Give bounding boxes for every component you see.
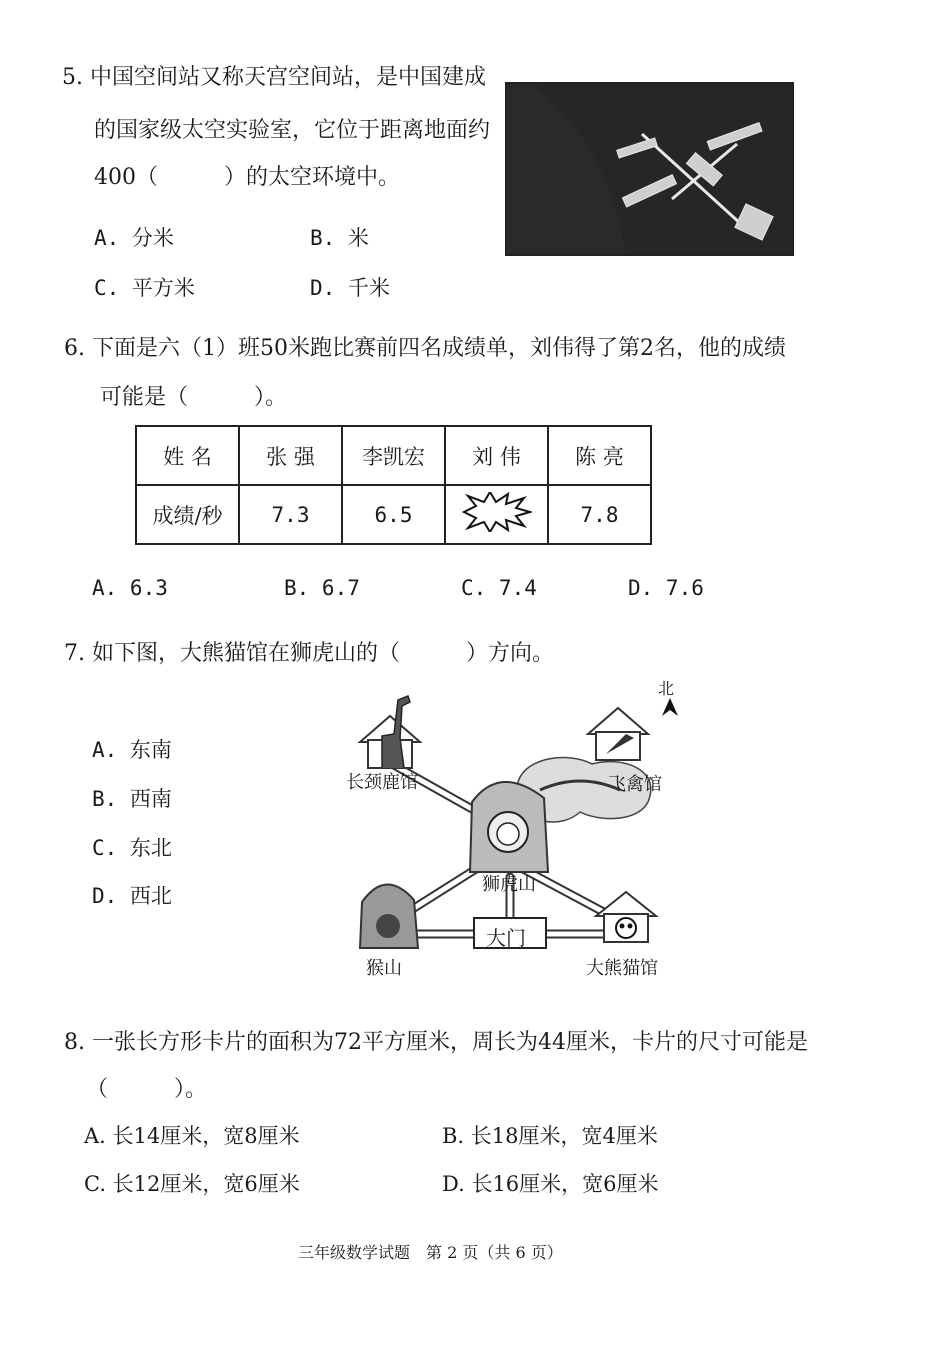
q7-option-c: C. 东北 — [92, 836, 172, 860]
giraffe-house-icon — [360, 696, 420, 768]
q5-option-a: A. 分米 — [94, 226, 174, 250]
q6-option-b: B. 6.7 — [284, 576, 360, 600]
q8-line-2: （ ）。 — [86, 1077, 208, 1102]
table-cell: 刘 伟 — [445, 426, 548, 485]
q5-line-1: 5. 中国空间站又称天宫空间站，是中国建成 — [62, 65, 486, 90]
q6-line-2: 可能是（ ）。 — [100, 385, 288, 410]
q5-option-d: D. 千米 — [310, 276, 390, 300]
map-lion-label: 狮虎山 — [482, 874, 536, 895]
table-cell: 李凯宏 — [342, 426, 445, 485]
score-table — [135, 425, 652, 545]
panda-house-icon — [596, 892, 656, 942]
map-north-label: 北 — [658, 679, 675, 698]
q7-option-b: B. 西南 — [92, 787, 172, 811]
table-cell: 7.8 — [548, 485, 651, 544]
q8-option-a: A. 长14厘米，宽8厘米 — [84, 1124, 300, 1148]
table-cell: 张 强 — [239, 426, 342, 485]
hidden-score-cell — [445, 485, 548, 544]
q8-option-c: C. 长12厘米，宽6厘米 — [84, 1172, 300, 1196]
q8-option-d: D. 长16厘米，宽6厘米 — [442, 1172, 659, 1196]
q6-option-a: A. 6.3 — [92, 576, 168, 600]
monkey-mountain-icon — [360, 884, 418, 948]
q5-line-3: 400（ ）的太空环境中。 — [94, 165, 400, 190]
q6-option-d: D. 7.6 — [628, 576, 704, 600]
map-panda-label: 大熊猫馆 — [586, 958, 658, 979]
map-birds-label: 飞禽馆 — [608, 774, 662, 795]
table-cell: 6.5 — [342, 485, 445, 544]
q6-line-1: 6. 下面是六（1）班50米跑比赛前四名成绩单，刘伟得了第2名，他的成绩 — [64, 336, 786, 361]
q8-line-1: 8. 一张长方形卡片的面积为72平方厘米，周长为44厘米，卡片的尺寸可能是 — [64, 1030, 808, 1055]
table-row — [136, 485, 651, 544]
map-gate-label: 大门 — [486, 926, 526, 950]
burst-icon — [462, 492, 532, 532]
table-header-row — [136, 426, 651, 485]
q7-option-d: D. 西北 — [92, 884, 172, 908]
q5-line-2: 的国家级太空实验室，它位于距离地面约 — [94, 118, 491, 143]
table-cell: 陈 亮 — [548, 426, 651, 485]
page-footer: 三年级数学试题 第 2 页（共 6 页） — [298, 1243, 563, 1262]
q6-option-c: C. 7.4 — [461, 576, 537, 600]
q7-line: 7. 如下图，大熊猫馆在狮虎山的（ ）方向。 — [64, 641, 554, 666]
map-monkey-label: 猴山 — [366, 958, 402, 979]
table-cell: 成绩/秒 — [136, 485, 239, 544]
map-giraffe-label: 长颈鹿馆 — [346, 772, 418, 793]
table-cell: 7.3 — [239, 485, 342, 544]
north-arrow-icon — [662, 698, 678, 716]
q7-option-a: A. 东南 — [92, 738, 172, 762]
q8-option-b: B. 长18厘米，宽4厘米 — [442, 1124, 658, 1148]
space-station-photo — [505, 82, 794, 256]
lion-mountain-icon — [470, 782, 548, 872]
table-cell: 姓 名 — [136, 426, 239, 485]
q5-option-c: C. 平方米 — [94, 276, 195, 300]
zoo-map — [330, 672, 700, 992]
q5-option-b: B. 米 — [310, 226, 369, 250]
